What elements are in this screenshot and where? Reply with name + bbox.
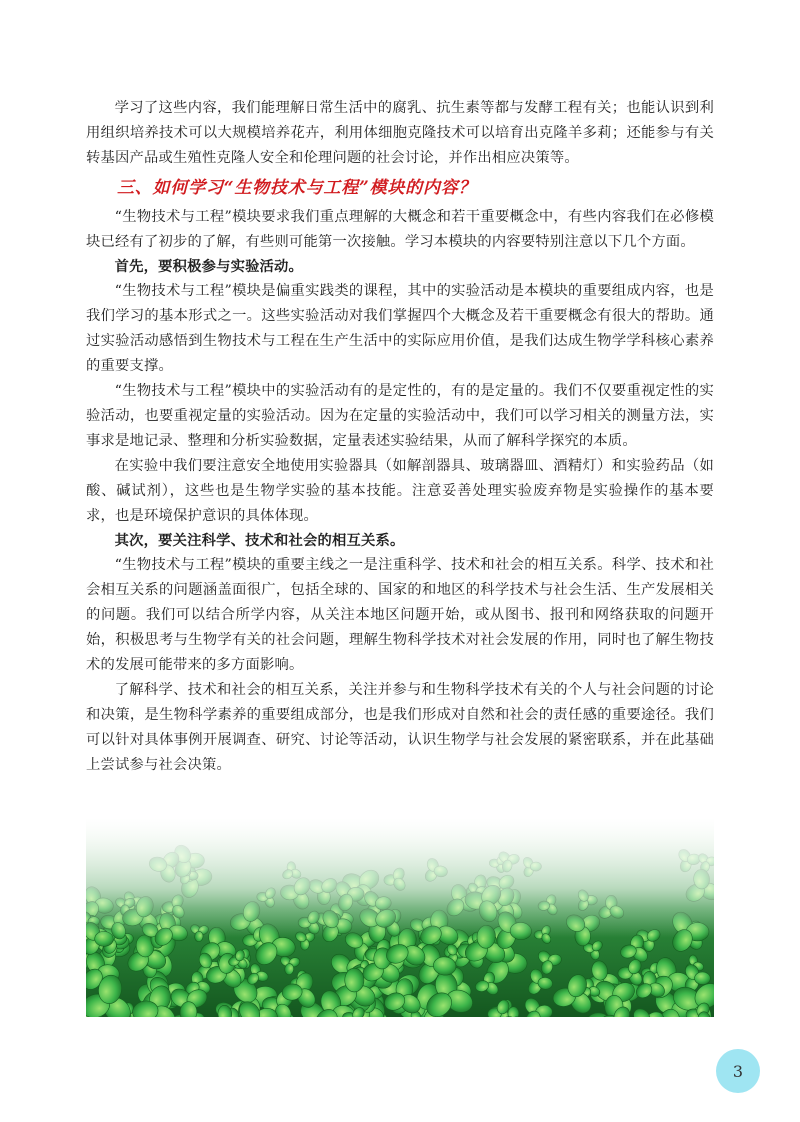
clover-photo [86,818,714,1017]
paragraph-decisions: 了解科学、技术和社会的相互关系，关注并参与和生物科学技术有关的个人与社会问题的讨论和决策，是生物科学素养的重要组成部分，也是我们形成对自然和社会的责任感的重要途径。我们可以针对具体事例开展调查、研究、讨论等活动，认识生物学与社会发展的紧密联系，并在此基础上尝试参与社会决策。 [86,681,714,773]
paragraph-overview: “生物技术与工程”模块要求我们重点理解的大概念和若干重要概念中，有些内容我们在必修模块已经有了初步的了解，有些则可能第一次接触。学习本模块的内容要特别注意以下几个方面。 [86,208,714,250]
section-heading: 三、如何学习“生物技术与工程”模块的内容？ [117,177,477,198]
subheading-experiments: 首先，要积极参与实验活动。 [114,258,304,275]
clover-illustration [86,818,714,1017]
subheading-sts: 其次，要关注科学、技术和社会的相互关系。 [114,532,405,549]
paragraph-experiments: “生物技术与工程”模块是偏重实践类的课程，其中的实验活动是本模块的重要组成内容，也是我们学习的基本形式之一。这些实验活动对我们掌握四个大概念及若干重要概念有很大的帮助。通过实验活动感悟到生物技术与工程在生产生活中的实际应用价值，是我们达成生物学学科核心素养的重要支撑。 [86,283,714,375]
paragraph-lab-safety: 在实验中我们要注意安全地使用实验器具（如解剖器具、玻璃器皿、酒精灯）和实验药品（如酸、碱试剂），这些也是生物学实验的基本技能。注意妥善处理实验废弃物是实验操作的基本要求，也是环境保护意识的具体体现。 [86,457,714,524]
paragraph-qualitative-quantitative: “生物技术与工程”模块中的实验活动有的是定性的，有的是定量的。我们不仅要重视定性的实验活动，也要重视定量的实验活动。因为在定量的实验活动中，我们可以学习相关的测量方法，实事求是地记录、整理和分析实验数据，定量表述实验结果，从而了解科学探究的本质。 [86,383,714,449]
paragraph-intro: 学习了这些内容，我们能理解日常生活中的腐乳、抗生素等都与发酵工程有关；也能认识到利用组织培养技术可以大规模培养花卉，利用体细胞克隆技术可以培育出克隆羊多莉；还能参与有关转基因产品或生殖性克隆人安全和伦理问题的社会讨论，并作出相应决策等。 [86,100,714,166]
paragraph-sts: “生物技术与工程”模块的重要主线之一是注重科学、技术和社会的相互关系。科学、技术和社会相互关系的问题涵盖面很广，包括全球的、国家的和地区的科学技术与社会生活、生产发展相关的问题。我们可以结合所学内容，从关注本地区问题开始，或从图书、报刊和网络获取的问题开始，积极思考与生物学有关的社会问题，理解生物科学技术对社会发展的作用，同时也了解生物技术的发展可能带来的多方面影响。 [86,557,714,674]
page-number: 3 [732,1061,744,1081]
page-number-badge [716,1049,760,1093]
text-body [86,96,714,778]
